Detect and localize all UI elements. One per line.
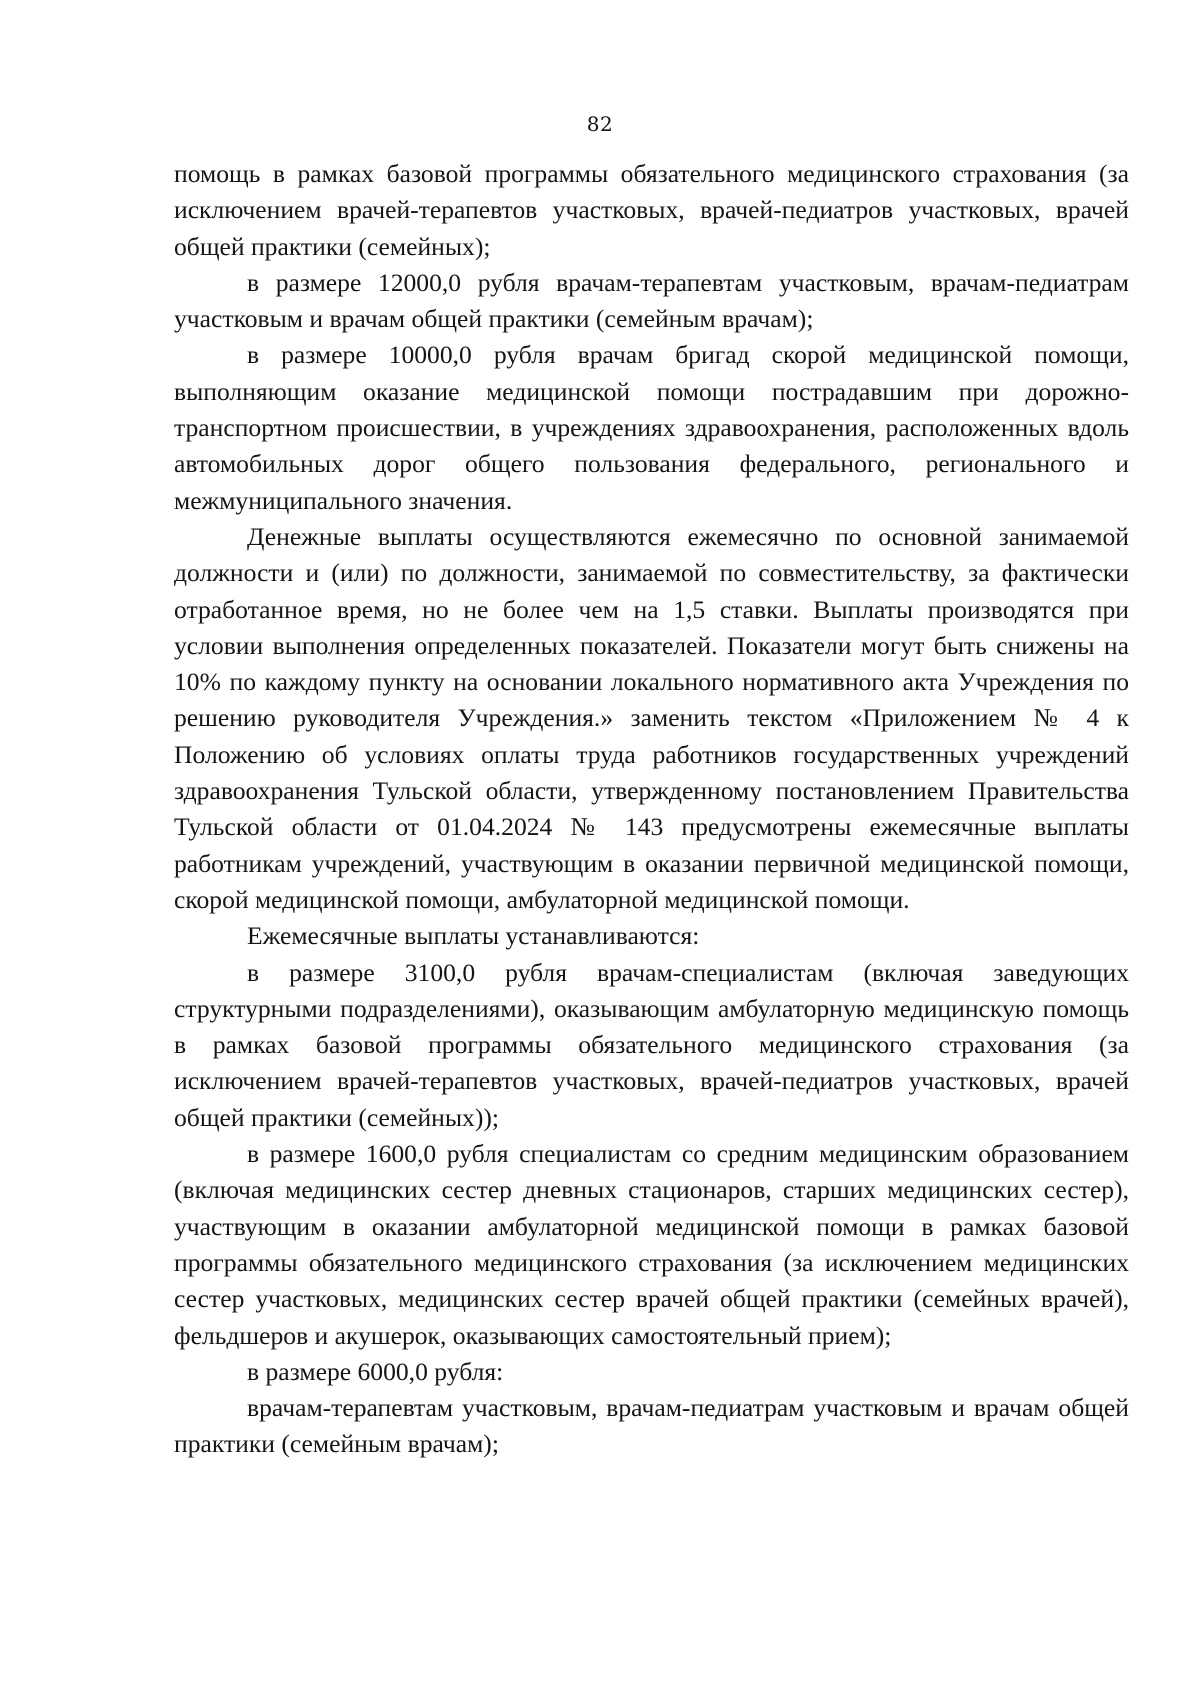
paragraph-payment-6000: в размере 6000,0 рубля:: [247, 1356, 504, 1386]
paragraph-payment-6000-recipients: врачам-терапевтам участковым, врачам-педиатрам участковым и врачам общей практики (семейным врачам);: [174, 1393, 1129, 1459]
paragraph-continuation: помощь в рамках базовой программы обязательного медицинского страхования (за исключением врачей-терапевтов участковых, врачей-педиатров участковых, врачей общей практики (семейных);: [174, 159, 1129, 261]
paragraph-payment-12000: в размере 12000,0 рубля врачам-терапевтам участковым, врачам-педиатрам участковым и врачам общей практики (семейным врачам);: [174, 267, 1129, 334]
paragraph-monthly-payments-intro: Ежемесячные выплаты устанавливаются:: [247, 921, 700, 951]
paragraph-payment-1600: в размере 1600,0 рубля специалистам со средним медицинским образованием (включая медицинских сестер дневных стационаров, старших медицинских сестер), участвующим в оказании амбулаторной медицинской помощи в рамках базовой программы обязательного медицинского страхования (за исключением медицинских сестер участковых, медицинских сестер врачей общей практики (семейных врачей), фельдшеров и акушерок, оказывающих самостоятельный прием);: [174, 1139, 1129, 1350]
document-body: [174, 156, 1129, 1463]
page-number: 82: [586, 112, 614, 136]
paragraph-payment-conditions: Денежные выплаты осуществляются ежемесячно по основной занимаемой должности и (или) по должности, занимаемой по совместительству, за фактически отработанное время, но не более чем на 1,5 ставки. Выплаты производятся при условии выполнения определенных показателей. Показатели могут быть снижены на 10% по каждому пункту на основании локального нормативного акта Учреждения по решению руководителя Учреждения.» заменить текстом «Приложением № 4 к Положению об условиях оплаты труда работников государственных учреждений здравоохранения Тульской области, утвержденному постановлением Правительства Тульской области от 01.04.2024 № 143 предусмотрены ежемесячные выплаты работникам учреждений, участвующим в оказании первичной медицинской помощи, скорой медицинской помощи, амбулаторной медицинской помощи.: [174, 521, 1129, 914]
paragraph-payment-3100: в размере 3100,0 рубля врачам-специалистам (включая заведующих структурными подразделениями), оказывающим амбулаторную медицинскую помощь в рамках базовой программы обязательного медицинского страхования (за исключением врачей-терапевтов участковых, врачей-педиатров участковых, врачей общей практики (семейных));: [174, 957, 1129, 1132]
paragraph-payment-10000: в размере 10000,0 рубля врачам бригад скорой медицинской помощи, выполняющим оказание медицинской помощи пострадавшим при дорожно-транспортном происшествии, в учреждениях здравоохранения, расположенных вдоль автомобильных дорог общего пользования федерального, регионального и межмуниципального значения.: [174, 340, 1129, 515]
